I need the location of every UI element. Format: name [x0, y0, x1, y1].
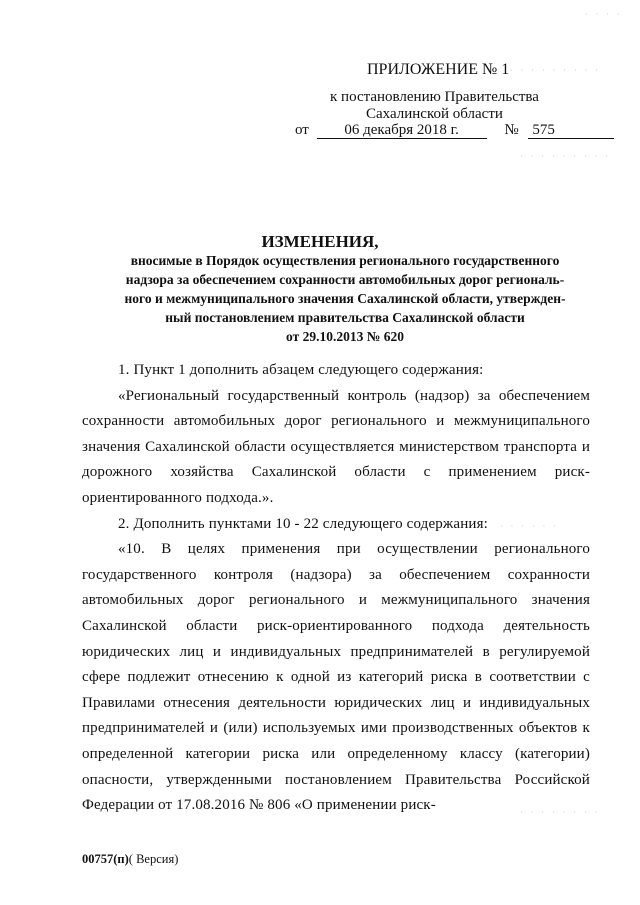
- decree-date: 06 декабря 2018 г.: [317, 122, 487, 139]
- document-version: ( Версия): [128, 852, 179, 866]
- scan-artifact: · · · · · ·: [500, 522, 559, 531]
- document-title: ИЗМЕНЕНИЯ,: [261, 232, 379, 251]
- paragraph-1: 1. Пункт 1 дополнить абзацем следующего содержания:: [118, 362, 484, 378]
- from-label: от: [295, 122, 309, 138]
- subtitle-line: вносимые в Порядок осуществления регионального государственного: [130, 253, 560, 268]
- appendix-line-2: Сахалинской области: [366, 106, 503, 122]
- paragraph-2: «Региональный государственный контроль (надзор) за обеспечением сохранности автомобильных дорог регионального и межмуниципального значения Сахалинской области осуществляется министерством транспорта и дорожного хозяйства Сахалинской области с применением риск-ориентированного подхода.».: [82, 387, 590, 506]
- decree-number: 575: [528, 122, 614, 139]
- document-subtitle: [80, 251, 610, 346]
- paragraph-3: 2. Дополнить пунктами 10 - 22 следующего содержания:: [118, 515, 488, 532]
- appendix-title: ПРИЛОЖЕНИЕ № 1: [367, 61, 510, 78]
- footer: [82, 852, 178, 867]
- document-body: [82, 358, 590, 819]
- appendix-date-row: [295, 122, 614, 139]
- subtitle-line: ного и межмуниципального значения Сахалинской области, утвержден-: [124, 291, 566, 306]
- scan-artifact: · · · · · · · ·: [520, 808, 601, 817]
- number-label: №: [504, 122, 519, 138]
- document-code: 00757(п): [82, 852, 129, 866]
- appendix-line-1: к постановлению Правительства: [330, 89, 539, 105]
- subtitle-line: ный постановлением правительства Сахалинской области: [165, 310, 525, 325]
- subtitle-line: от 29.10.2013 № 620: [286, 329, 404, 344]
- paragraph-4: «10. В целях применения при осуществлении регионального государственного контроля (надзора) за обеспечением сохранности автомобильных дорог регионального и межмуниципального значения Сахалинской области риск-ориентированного подхода деятельность юридических лиц и индивидуальных предпринимателей в регулируемой сфере подлежит отнесению к одной из категорий риска в соответствии с Правилами отнесения деятельности юридических лиц и индивидуальных предпринимателей и (или) используемых ими производственных объектов к определенной категории риска или определенному классу (категории) опасности, утвержденными постановлением Правительства Российской Федерации от 17.08.2016 № 806 «О применении риск-: [82, 541, 590, 814]
- subtitle-line: надзора за обеспечением сохранности автомобильных дорог региональ-: [125, 272, 565, 287]
- scan-artifact: · · · ·: [585, 10, 623, 19]
- scan-artifact: · · · · · · · · ·: [520, 152, 611, 161]
- scan-artifact: · · · · · · · · ·: [510, 66, 601, 75]
